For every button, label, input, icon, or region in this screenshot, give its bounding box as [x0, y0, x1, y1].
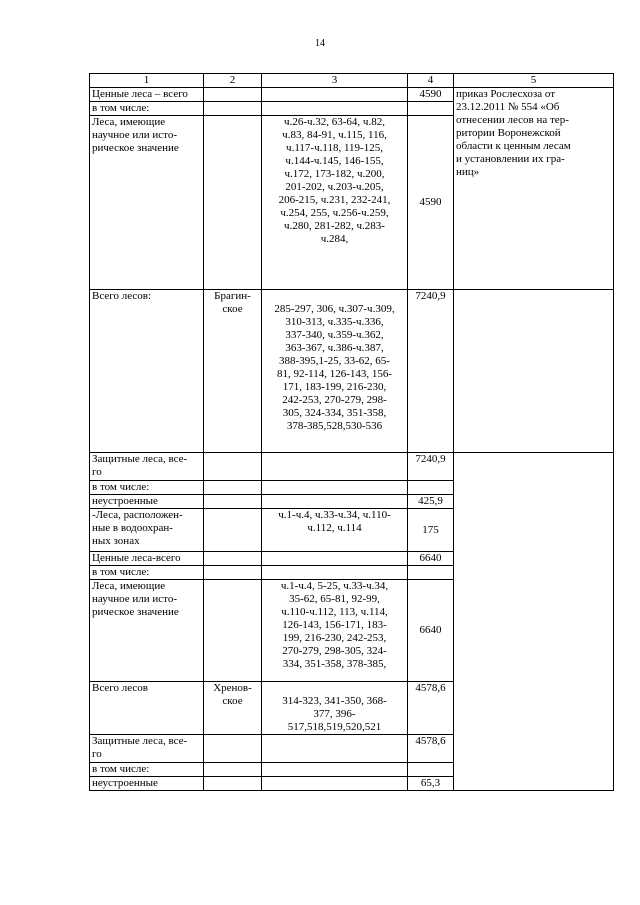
cell-quarters [262, 777, 408, 791]
cell-area: 4578,6 [408, 682, 454, 735]
cell-area: 4578,6 [408, 735, 454, 763]
cell-quarters [262, 763, 408, 777]
cell-forestry [204, 777, 262, 791]
cell-quarters: ч.26-ч.32, 63-64, ч.82, ч.83, 84-91, ч.115, 116, ч.117-ч.118, 119-125, ч.144-ч.145, 146-155, ч.172, 173-182, ч.200, 201-202, ч.203-ч.205, 206-215, ч.231, 232-241, ч.254, 255, ч.256-ч.259, ч.280, 281-282, ч.283- ч.284, [262, 116, 408, 290]
cell-area: 4590 [408, 116, 454, 290]
cell-description: -Леса, расположен- ные в водоохран- ных зонах [90, 509, 204, 552]
cell-forestry [204, 509, 262, 552]
table-header-row [90, 74, 614, 88]
cell-description: в том числе: [90, 566, 204, 580]
cell-area [408, 763, 454, 777]
cell-description: в том числе: [90, 763, 204, 777]
cell-forestry [204, 566, 262, 580]
cell-forestry [204, 495, 262, 509]
cell-area [408, 481, 454, 495]
cell-forestry [204, 481, 262, 495]
cell-description: Леса, имеющие научное или исто- рическое значение [90, 116, 204, 290]
cell-area: 4590 [408, 88, 454, 102]
cell-forestry [204, 552, 262, 566]
cell-forestry [204, 116, 262, 290]
cell-area: 65,3 [408, 777, 454, 791]
cell-area [408, 102, 454, 116]
cell-description: Ценные леса – всего [90, 88, 204, 102]
header-col-2: 2 [204, 74, 262, 88]
cell-description: Всего лесов [90, 682, 204, 735]
cell-area: 7240,9 [408, 290, 454, 453]
cell-description: в том числе: [90, 102, 204, 116]
table-row [90, 290, 614, 453]
cell-area: 175 [408, 509, 454, 552]
cell-quarters [262, 552, 408, 566]
cell-quarters: ч.1-ч.4, ч.33-ч.34, ч.110- ч.112, ч.114 [262, 509, 408, 552]
cell-quarters [262, 495, 408, 509]
cell-quarters [262, 88, 408, 102]
cell-forestry [204, 735, 262, 763]
header-col-3: 3 [262, 74, 408, 88]
cell-description: Защитные леса, все- го [90, 453, 204, 481]
cell-forestry [204, 763, 262, 777]
header-col-5: 5 [454, 74, 614, 88]
forest-table [89, 73, 614, 791]
cell-description: Ценные леса-всего [90, 552, 204, 566]
cell-legal-basis-empty [454, 453, 614, 791]
cell-description: Леса, имеющие научное или исто- рическое значение [90, 580, 204, 682]
cell-area [408, 566, 454, 580]
table-row [90, 88, 614, 102]
cell-forestry: Брагин- ское [204, 290, 262, 453]
cell-forestry [204, 453, 262, 481]
table-row [90, 453, 614, 481]
page-number: 14 [315, 38, 325, 49]
cell-area: 425,9 [408, 495, 454, 509]
cell-quarters: 285-297, 306, ч.307-ч.309, 310-313, ч.335-ч.336, 337-340, ч.359-ч.362, 363-367, ч.386-ч.387, 388-395,1-25, 33-62, 65- 81, 92-114, 126-143, 156- 171, 183-199, 216-230, 242-253, 270-279, 298- 305, 324-334, 351-358, 378-385,528,530-536 [262, 290, 408, 453]
cell-quarters: 314-323, 341-350, 368- 377, 396- 517,518,519,520,521 [262, 682, 408, 735]
cell-quarters [262, 481, 408, 495]
cell-quarters [262, 735, 408, 763]
cell-area: 7240,9 [408, 453, 454, 481]
cell-area: 6640 [408, 580, 454, 682]
cell-quarters: ч.1-ч.4, 5-25, ч.33-ч.34, 35-62, 65-81, 92-99, ч.110-ч.112, 113, ч.114, 126-143, 156-171, 183- 199, 216-230, 242-253, 270-279, 298-305, 324- 334, 351-358, 378-385, [262, 580, 408, 682]
cell-forestry [204, 580, 262, 682]
cell-description: Всего лесов: [90, 290, 204, 453]
cell-forestry [204, 102, 262, 116]
cell-forestry: Хренов- ское [204, 682, 262, 735]
cell-quarters [262, 566, 408, 580]
cell-description: Защитные леса, все- го [90, 735, 204, 763]
cell-forestry [204, 88, 262, 102]
header-col-1: 1 [90, 74, 204, 88]
cell-area: 6640 [408, 552, 454, 566]
cell-quarters [262, 453, 408, 481]
cell-quarters [262, 102, 408, 116]
header-col-4: 4 [408, 74, 454, 88]
cell-description: неустроенные [90, 495, 204, 509]
cell-legal-basis-empty [454, 290, 614, 453]
cell-description: неустроенные [90, 777, 204, 791]
cell-description: в том числе: [90, 481, 204, 495]
cell-legal-basis: приказ Рослесхоза от 23.12.2011 № 554 «Об отнесении лесов на тер- ритории Воронежской области к ценным лесам и установлении их гра- ниц» [454, 88, 614, 290]
